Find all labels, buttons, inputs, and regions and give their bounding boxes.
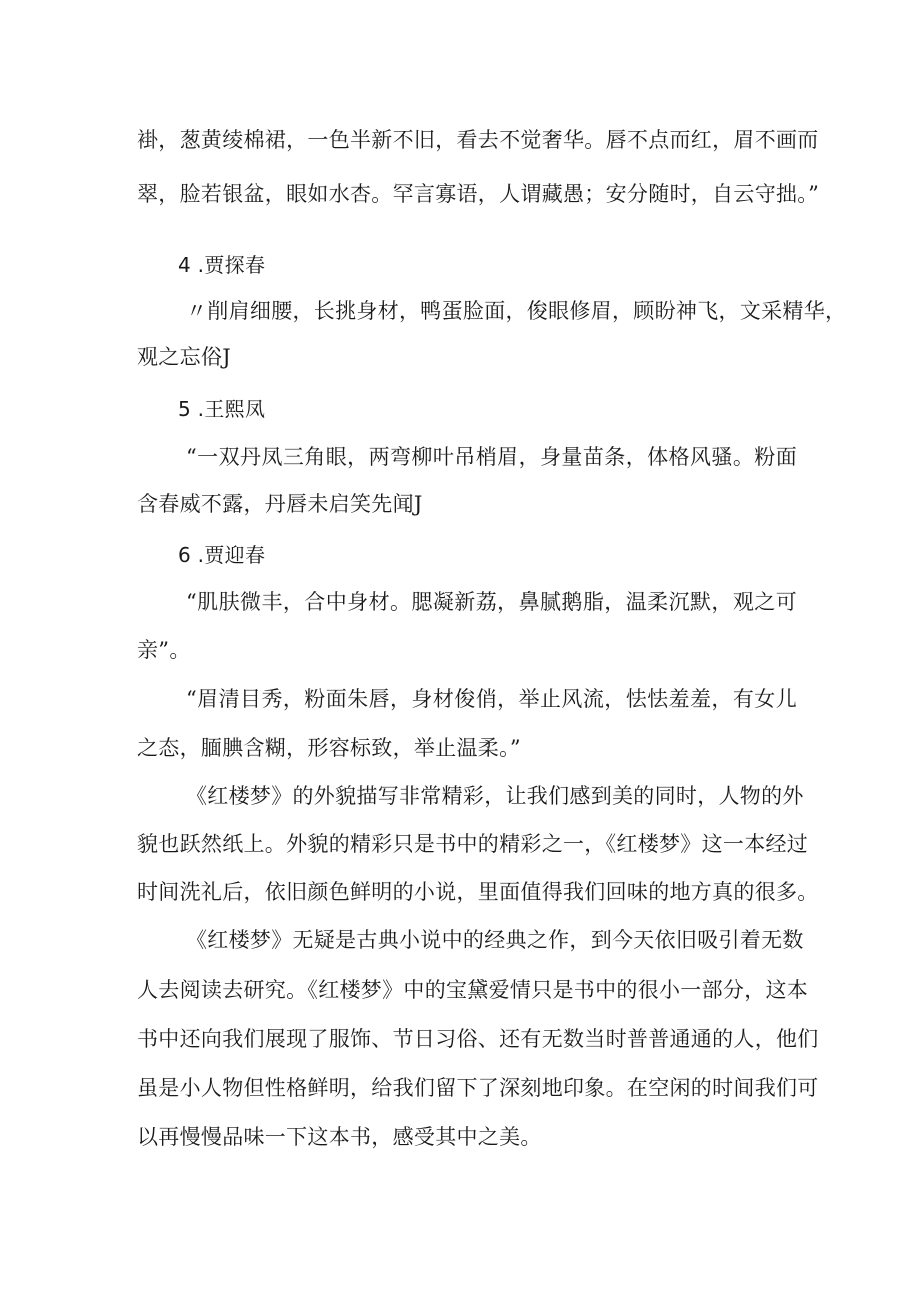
paragraph-line: 《红楼梦》无疑是古典小说中的经典之作，到今天依旧吸引着无数 xyxy=(186,928,804,952)
paragraph-line: 观之忘俗J xyxy=(137,345,231,369)
paragraph-line: “眉清目秀，粉面朱唇，身材俊俏，举止风流，怯怯羞羞，有女儿 xyxy=(186,687,797,711)
paragraph-line: 貌也跃然纸上。外貌的精彩只是书中的精彩之一，《红楼梦》这一本经过 xyxy=(137,832,809,856)
paragraph-line: 以再慢慢品味一下这本书，感受其中之美。 xyxy=(137,1125,542,1149)
paragraph-line: “一双丹凤三角眼，两弯柳叶吊梢眉，身量苗条，体格风骚。粉面 xyxy=(186,445,797,469)
paragraph-line: 时间洗礼后，依旧颜色鲜明的小说，里面值得我们回味的地方真的很多。 xyxy=(137,880,819,904)
paragraph-line: 《红楼梦》的外貌描写非常精彩，让我们感到美的同时，人物的外 xyxy=(186,784,804,808)
paragraph-line: 之态，腼腆含糊，形容标致，举止温柔。” xyxy=(137,736,521,760)
paragraph-line: 书中还向我们展现了服饰、节日习俗、还有无数当时普普通通的人，他们 xyxy=(137,1027,819,1051)
paragraph-line: 亲”。 xyxy=(137,638,191,662)
section-heading-xifeng: 5 .王熙凤 xyxy=(178,397,266,421)
paragraph-line: 人去阅读去研究。《红楼梦》中的宝黛爱情只是书中的很小一部分，这本 xyxy=(137,978,809,1002)
paragraph-line: 褂，葱黄绫棉裙，一色半新不旧，看去不觉奢华。唇不点而红，眉不画而 xyxy=(137,128,819,152)
paragraph-line: 翠，脸若银盆，眼如水杏。罕言寡语，人谓藏愚；安分随时，自云守拙。” xyxy=(137,182,820,206)
paragraph-line: 虽是小人物但性格鲜明，给我们留下了深刻地印象。在空闲的时间我们可 xyxy=(137,1076,819,1100)
paragraph-line: 〃削肩细腰，长挑身材，鸭蛋脸面，俊眼修眉，顾盼神飞，文采精华， xyxy=(186,299,847,323)
section-heading-yingchun: 6 .贾迎春 xyxy=(178,543,266,567)
section-heading-tanchun: 4 .贾探春 xyxy=(178,253,266,277)
paragraph-line: “肌肤微丰，合中身材。腮凝新荔，鼻腻鹅脂，温柔沉默，观之可 xyxy=(186,590,797,614)
paragraph-line: 含春威不露，丹唇未启笑先闻J xyxy=(137,492,423,516)
